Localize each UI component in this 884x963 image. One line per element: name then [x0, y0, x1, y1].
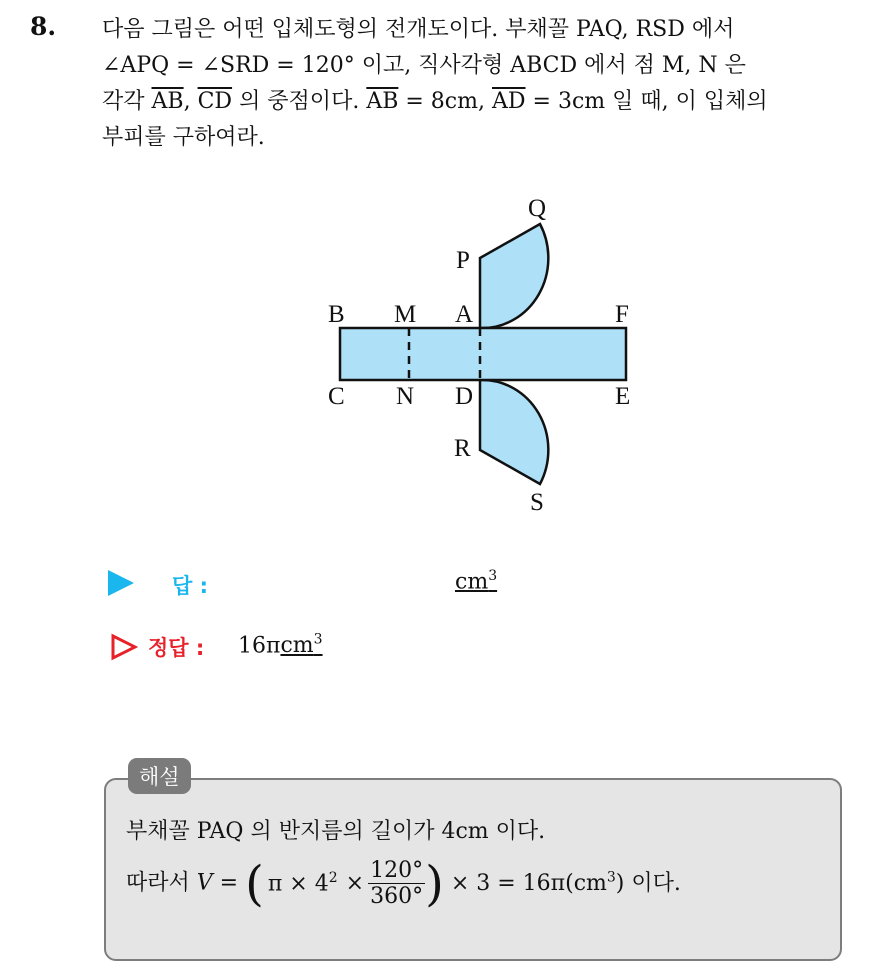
answer-marker-icon	[108, 570, 134, 596]
ad-length: = 3cm 일 때, 이 입체의	[532, 89, 768, 114]
pi-times-four: $\pi \times 4^2$	[267, 870, 338, 897]
correct-unit-exp: 3	[313, 632, 323, 648]
explanation-line-2	[126, 855, 681, 912]
correct-unit: cm	[280, 633, 314, 659]
question-number: 8.	[30, 12, 57, 41]
net-diagram	[310, 188, 650, 518]
rectangle-bcef	[340, 328, 626, 380]
answer-unit-text: cm	[455, 569, 489, 595]
explanation-prefix: 따라서	[126, 870, 190, 896]
question-text	[102, 12, 862, 156]
label-d: D	[455, 383, 474, 410]
label-n: N	[396, 383, 415, 410]
separator: ,	[183, 89, 191, 114]
fraction-numerator: 120°	[370, 858, 424, 883]
question-line-4: 부피를 구하여라.	[102, 125, 265, 150]
correct-number: 16π	[238, 633, 281, 659]
segment-ab: $\overline{AB}$	[151, 89, 184, 114]
label-a: A	[455, 301, 474, 328]
sector-paq	[480, 224, 548, 328]
answer-label: 답 :	[172, 574, 208, 598]
left-paren: (	[245, 855, 264, 912]
volume-symbol: V	[196, 870, 213, 896]
right-paren: )	[425, 855, 444, 912]
exponent-two: 2	[328, 870, 338, 887]
formula-group	[245, 855, 444, 912]
explanation-line-1: 부채꼴 PAQ 의 반지름의 길이가 4cm 이다.	[126, 819, 546, 844]
formula-tail: × $3 = 16\pi(cm^3)$ 이다.	[450, 869, 681, 896]
segment-cd: $\overline{CD}$	[197, 89, 233, 114]
label-p: P	[456, 247, 470, 274]
correct-value	[238, 632, 323, 658]
segment-ab-2: $\overline{AB}$	[366, 89, 399, 114]
label-e: E	[615, 383, 631, 410]
label-m: M	[394, 301, 417, 328]
explanation-tab: 해설	[128, 758, 191, 794]
text-midpoint: 의 중점이다.	[239, 89, 360, 114]
fraction	[368, 858, 425, 909]
question-line-2: ∠APQ = ∠SRD = 120° 이고, 직사각형 ABCD 에서 점 M, N 은	[102, 53, 746, 78]
ab-length: = 8cm,	[405, 89, 485, 114]
times-sign: ×	[345, 871, 365, 896]
answer-unit	[455, 568, 497, 594]
segment-ad: $\overline{AD}$	[491, 89, 526, 114]
equals-sign: =	[219, 870, 239, 896]
label-c: C	[328, 383, 345, 410]
correct-label: 정답 :	[148, 636, 205, 660]
sector-rsd	[480, 380, 548, 484]
correct-marker-icon	[110, 633, 138, 661]
label-q: Q	[528, 195, 547, 222]
tail-exponent: 3	[606, 869, 616, 886]
answer-unit-exp: 3	[488, 568, 498, 584]
text-each: 각각	[102, 89, 145, 114]
question-line-1: 다음 그림은 어떤 입체도형의 전개도이다. 부채꼴 PAQ, RSD 에서	[102, 17, 735, 42]
label-f: F	[615, 301, 629, 328]
question-line-3	[102, 84, 862, 120]
label-b: B	[328, 301, 345, 328]
label-r: R	[454, 435, 471, 462]
label-s: S	[530, 489, 544, 516]
fraction-denominator: 360°	[370, 884, 424, 909]
